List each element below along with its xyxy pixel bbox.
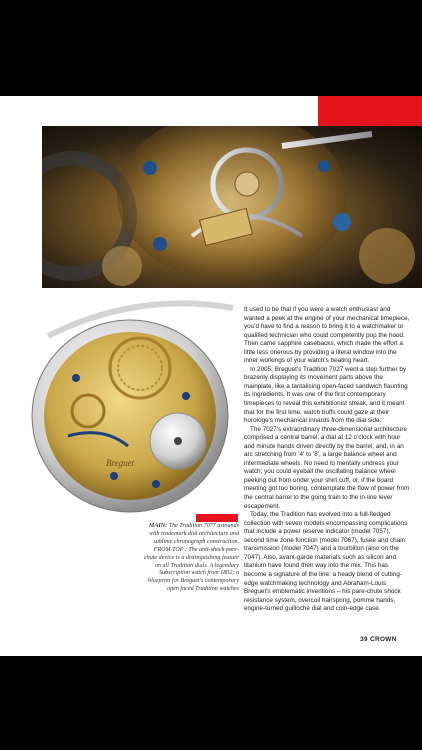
caption-text: The Tradition 7077 astounds with trademark dial architecture and sublime chronograph construction. FROM TOP : The anti-shock pare-chute device is a distinguishing feature on all Tradition dials. A legendary Subscription watch from 1802; a blueprint for Breguet's contemporary open faced Tradition watches [143,523,239,593]
page-number: 39 [360,636,368,643]
magazine-page [0,96,422,656]
watch-engraving: Breguet [106,458,135,468]
article-paragraph-1: It used to be that if you were a watch enthusiast and wanted a peek at the engine of your mechanical timepiece, you'd have to find a reason to bring it to a watchmaker or qualified technician who could competently pop the hood. Then came sapphire casebacks, which made the effort a little less onerous by providing a literal window into the inner workings of your watch's beating heart. [244,306,410,365]
page-folio [360,636,397,643]
pocket-watch-photo [28,296,238,516]
article-body [244,306,410,614]
movement-illustration [42,126,422,288]
caption-lead: MAIN: [148,523,168,529]
red-accent-tab [318,96,422,126]
article-paragraph-4: Today, the Tradition has evolved into a full-fledged collection with seven models encompassing complications that include a power reserve indicator (model 7057), second time zone function (model 7067), fusée and chain transmission (model 7047) and a tourbillon (also on the 7047). Also, avant-garde materials such as silicon and titanium have found their way into the mix. This has become a signature of the line: a heady blend of cutting-edge watchmaking technology and Abraham-Louis Breguet's emblematic inventions – his pare-chute shock resistance system, overcoil hairspring, pomme hands, engine-turned guilloche dial and coin-edge case. [244,511,408,613]
article-paragraph-3: The 7027's extraordinary three-dimensional architecture comprised a central barrel; a dial at 12 o'clock with hour and minute hands driven directly by the barrel; and, in an arc stretching from '4' to '8', a large balance wheel and intermediate wheels. No need to mentally undress your watch; you could eyeball the oscillating balance wheel peeking out from under your shirt cuff, or, if the board meeting got too boring, contemplate the flow of power from the central barrel to the going train to the in-line lever escapement. [244,425,410,510]
magazine-name: CROWN [369,636,397,643]
caption-accent-bar [196,514,238,522]
photo-caption [143,523,239,594]
article-paragraph-2: In 2005, Breguet's Tradition 7027 went a step further by brazenly displaying its movement parts above the mainplate, like a tantalising open-faced sandwich flaunting its ingredients. It was one of the first contemporary timepieces to reveal this exhibitionist streak, and it meant that for the first time, watch buffs could gaze at their horologe's mechanical innards from the dial side. [244,365,408,425]
hero-movement-photo [42,126,422,288]
